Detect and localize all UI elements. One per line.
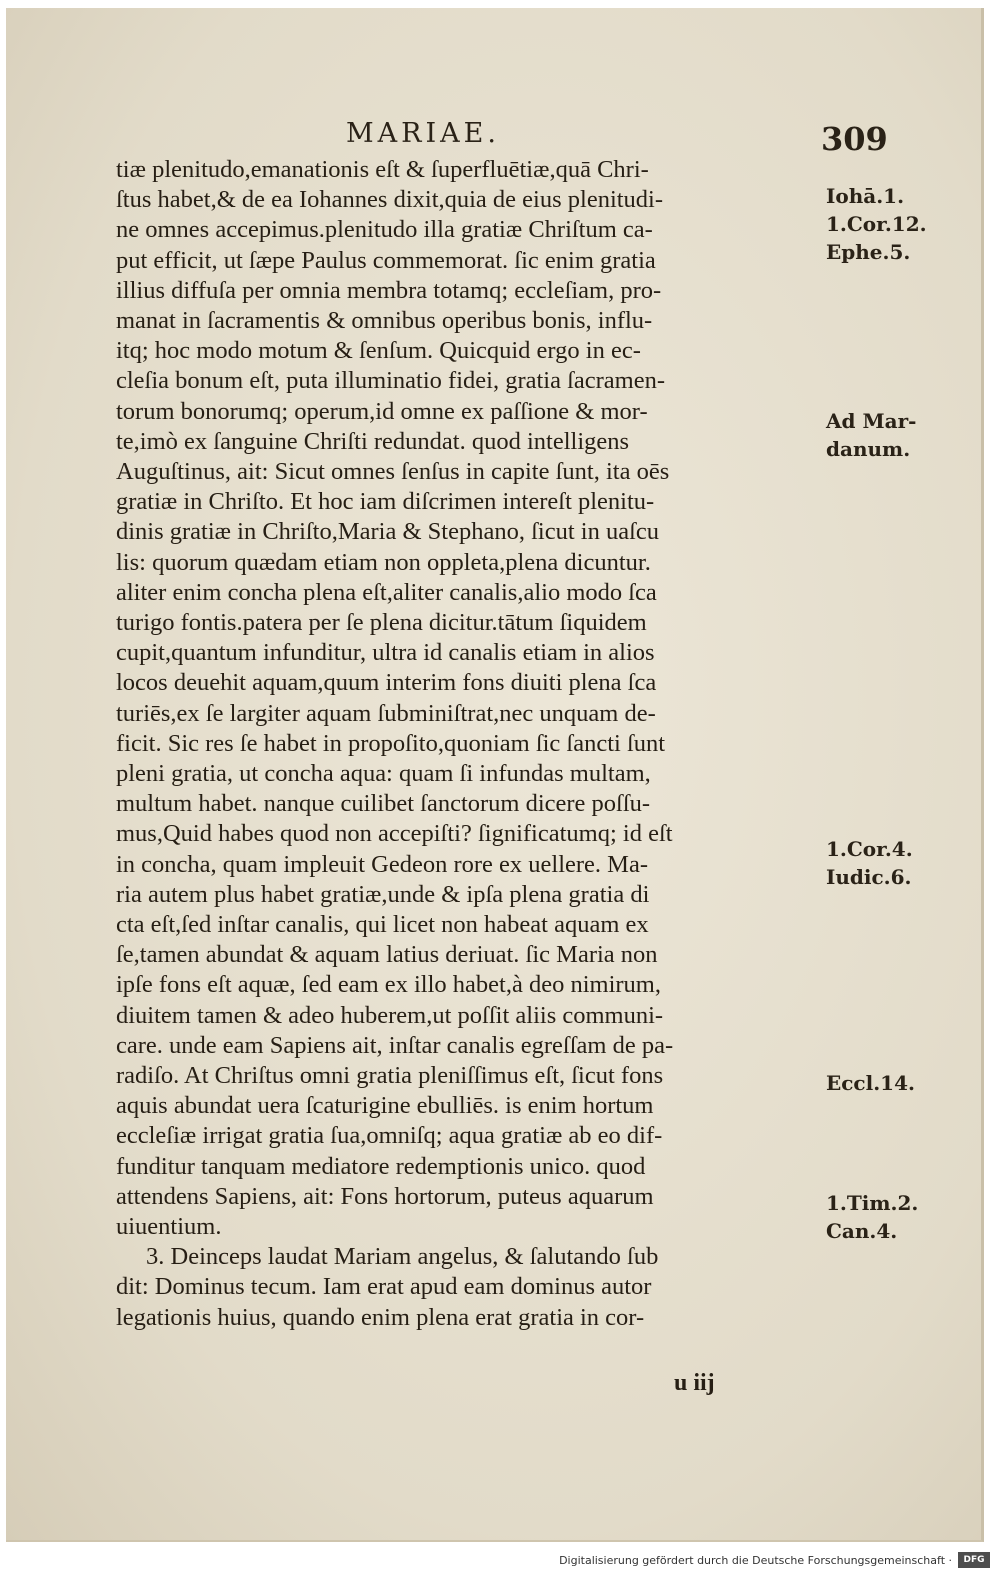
text-line: funditur tanquam mediatore redemptionis unico. quod <box>116 1153 646 1180</box>
margin-note: 1.Cor.12. <box>826 212 927 236</box>
text-line: te,imò ex ſanguine Chriſti redundat. quod intelligens <box>116 428 630 455</box>
text-line: legationis huius, quando enim plena erat gratia in cor- <box>116 1304 645 1331</box>
text-line: ſe,tamen abundat & aquam latius deriuat. ſic Maria non <box>116 941 658 968</box>
text-line: locos deuehit aquam,quum interim fons diuiti plena ſca <box>116 669 657 696</box>
text-line: dit: Dominus tecum. Iam erat apud eam dominus autor <box>116 1273 652 1300</box>
text-line: cleſia bonum eſt, puta illuminatio fidei, gratia ſacramen- <box>116 367 666 394</box>
catchword: u iij <box>674 1370 715 1396</box>
text-line: illius diffuſa per omnia membra totamq; eccleſiam, pro- <box>116 277 662 304</box>
text-line: lis: quorum quædam etiam non oppleta,plena dicuntur. <box>116 549 651 576</box>
margin-note: danum. <box>826 437 911 461</box>
text-line: gratiæ in Chriſto. Et hoc iam diſcrimen intereſt plenitu- <box>116 488 655 515</box>
text-line: attendens Sapiens, ait: Fons hortorum, puteus aquarum <box>116 1183 654 1210</box>
text-line: radiſo. At Chriſtus omni gratia pleniſſimus eſt, ſicut fons <box>116 1062 664 1089</box>
text-line: Auguſtinus, ait: Sicut omnes ſenſus in capite ſunt, ita oēs <box>116 458 670 485</box>
margin-note: Iudic.6. <box>826 865 912 889</box>
page-number: 309 <box>821 120 888 158</box>
text-line: cupit,quantum infunditur, ultra id canalis etiam in alios <box>116 639 655 666</box>
text-line: 3. Deinceps laudat Mariam angelus, & ſalutando ſub <box>146 1243 659 1270</box>
text-line: tiæ plenitudo,emanationis eſt & ſuperfluētiæ,quā Chri- <box>116 156 649 183</box>
margin-note: 1.Cor.4. <box>826 837 913 861</box>
text-line: ipſe fons eſt aquæ, ſed eam ex illo habet,à deo nimirum, <box>116 971 661 998</box>
text-line: torum bonorumq; operum,id omne ex paſſione & mor- <box>116 398 648 425</box>
footer-bar <box>0 1546 1000 1579</box>
book-page <box>6 8 984 1542</box>
margin-note: 1.Tim.2. <box>826 1191 919 1215</box>
margin-note: Ephe.5. <box>826 240 911 264</box>
funding-credit: Digitalisierung gefördert durch die Deutsche Forschungsgemeinschaft · <box>559 1554 952 1567</box>
text-line: in concha, quam impleuit Gedeon rore ex uellere. Ma- <box>116 851 648 878</box>
margin-note: Eccl.14. <box>826 1071 915 1095</box>
text-line: ſtus habet,& de ea Iohannes dixit,quia de eius plenitudi- <box>116 186 664 213</box>
text-line: put efficit, ut ſæpe Paulus commemorat. ſic enim gratia <box>116 247 656 274</box>
text-line: aquis abundat uera ſcaturigine ebulliēs. is enim hortum <box>116 1092 654 1119</box>
text-line: aliter enim concha plena eſt,aliter canalis,alio modo ſca <box>116 579 657 606</box>
text-line: care. unde eam Sapiens ait, inſtar canalis egreſſam de pa- <box>116 1032 674 1059</box>
text-line: ne omnes accepimus.plenitudo illa gratiæ Chriſtum ca- <box>116 216 653 243</box>
text-line: ficit. Sic res ſe habet in propoſito,quoniam ſic ſancti ſunt <box>116 730 666 757</box>
text-line: diuitem tamen & adeo huberem,ut poſſit aliis communi- <box>116 1002 664 1029</box>
text-line: uiuentium. <box>116 1213 222 1240</box>
text-line: cta eſt,ſed inſtar canalis, qui licet non habeat aquam ex <box>116 911 649 938</box>
dfg-logo-icon: DFG <box>958 1552 990 1568</box>
text-line: ria autem plus habet gratiæ,unde & ipſa plena gratia di <box>116 881 650 908</box>
text-line: pleni gratia, ut concha aqua: quam ſi infundas multam, <box>116 760 651 787</box>
margin-note: Can.4. <box>826 1219 898 1243</box>
text-line: itq; hoc modo motum & ſenſum. Quicquid ergo in ec- <box>116 337 641 364</box>
text-line: eccleſiæ irrigat gratia ſua,omniſq; aqua gratiæ ab eo dif- <box>116 1122 663 1149</box>
margin-note: Iohā.1. <box>826 184 905 208</box>
text-line: manat in ſacramentis & omnibus operibus bonis, influ- <box>116 307 653 334</box>
text-line: turiēs,ex ſe largiter aquam ſubminiſtrat,nec unquam de- <box>116 700 656 727</box>
running-head: MARIAE. <box>346 118 500 149</box>
text-line: turigo fontis.patera per ſe plena dicitur.tātum ſiquidem <box>116 609 647 636</box>
text-line: dinis gratiæ in Chriſto,Maria & Stephano, ſicut in uaſcu <box>116 518 660 545</box>
text-line: mus,Quid habes quod non accepiſti? ſignificatumq; id eſt <box>116 820 673 847</box>
margin-note: Ad Mar- <box>826 409 917 433</box>
text-line: multum habet. nanque cuilibet ſanctorum dicere poſſu- <box>116 790 651 817</box>
